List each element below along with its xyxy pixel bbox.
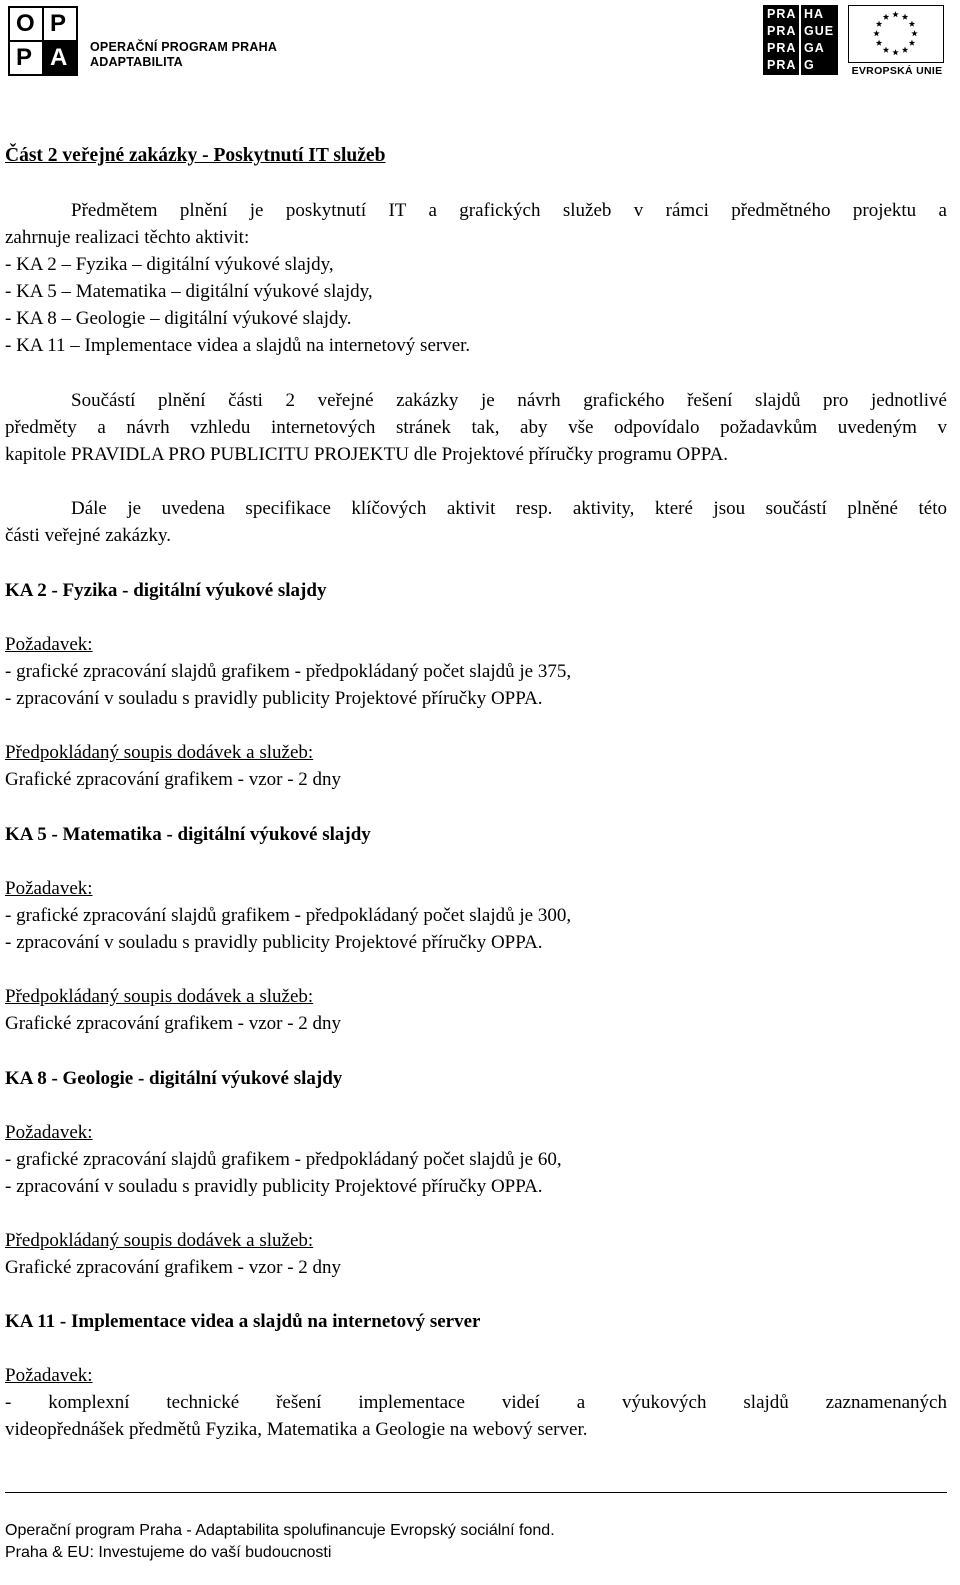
section-heading-ka2: KA 2 - Fyzika - digitální výukové slajdy — [5, 580, 327, 601]
part-line-2: předměty a návrh vzhledu internetových stránek tak, aby vše odpovídalo požadavkům uvedeným v — [5, 417, 947, 438]
oppa-letter-p2: P — [16, 44, 33, 71]
footer-line-1: Operační program Praha - Adaptabilita spolufinancuje Evropský sociální fond. — [5, 1522, 555, 1539]
requirement-line-ka2-2: - zpracování v souladu s pravidly publicity Projektové příručky OPPA. — [5, 688, 543, 709]
praha-row4-left: PRA — [767, 58, 797, 72]
intro-item-ka5: - KA 5 – Matematika – digitální výukové slajdy, — [5, 281, 373, 302]
part-line-1: Součástí plnění části 2 veřejné zakázky je návrh grafického řešení slajdů pro jednotlivé — [71, 390, 947, 411]
praha-row1-right: HA — [804, 7, 825, 21]
deliverables-text-ka8: Grafické zpracování grafikem - vzor - 2 dny — [5, 1257, 342, 1278]
requirement-line-ka11-1: - komplexní technické řešení implementace videí a výukových slajdů zaznamenaných — [5, 1392, 947, 1413]
eu-star-icon — [902, 14, 908, 20]
deliverables-label-ka2: Předpokládaný soupis dodávek a služeb: — [5, 742, 314, 763]
praha-row2-left: PRA — [767, 24, 797, 38]
eu-star-icon — [911, 30, 917, 36]
intro-line-2: zahrnuje realizaci těchto aktivit: — [5, 227, 250, 248]
requirement-line-ka8-2: - zpracování v souladu s pravidly publicity Projektové příručky OPPA. — [5, 1176, 543, 1197]
footer-line-2: Praha & EU: Investujeme do vaší budoucnosti — [5, 1544, 332, 1561]
praha-row1-left: PRA — [767, 7, 797, 21]
praha-logo — [763, 5, 838, 75]
eu-star-icon — [873, 30, 879, 36]
deliverables-text-ka5: Grafické zpracování grafikem - vzor - 2 dny — [5, 1013, 342, 1034]
spec-line-1: Dále je uvedena specifikace klíčových aktivit resp. aktivity, které jsou součástí plněné této — [71, 498, 947, 519]
eu-star-icon — [909, 21, 915, 27]
requirement-line-ka5-1: - grafické zpracování slajdů grafikem - předpokládaný počet slajdů je 300, — [5, 905, 572, 926]
requirement-label-ka8: Požadavek: — [5, 1122, 93, 1143]
eu-star-icon — [892, 49, 898, 55]
oppa-letter-o: O — [16, 10, 35, 37]
praha-row2-right: GUE — [804, 24, 835, 38]
requirement-line-ka11-2: videopřednášek předmětů Fyzika, Matematika a Geologie na webový server. — [5, 1419, 588, 1440]
intro-item-ka11: - KA 11 – Implementace videa a slajdů na internetový server. — [5, 335, 471, 356]
oppa-letter-a: A — [50, 44, 68, 71]
part-line-3: kapitole PRAVIDLA PRO PUBLICITU PROJEKTU dle Projektové příručky programu OPPA. — [5, 444, 729, 465]
spec-line-2: části veřejné zakázky. — [5, 525, 171, 546]
eu-flag-icon — [848, 5, 944, 63]
intro-line-1: Předmětem plnění je poskytnutí IT a grafických služeb v rámci předmětného projektu a — [71, 200, 947, 221]
eu-star-icon — [876, 21, 882, 27]
oppa-logo — [8, 6, 78, 76]
document-title: Část 2 veřejné zakázky - Poskytnutí IT služeb — [5, 145, 386, 166]
requirement-line-ka8-1: - grafické zpracování slajdů grafikem - předpokládaný počet slajdů je 60, — [5, 1149, 562, 1170]
deliverables-text-ka2: Grafické zpracování grafikem - vzor - 2 dny — [5, 769, 342, 790]
eu-label: EVROPSKÁ UNIE — [851, 65, 943, 77]
eu-stars-icon — [849, 6, 942, 61]
eu-star-icon — [909, 40, 915, 46]
requirement-line-ka2-1: - grafické zpracování slajdů grafikem - předpokládaný počet slajdů je 375, — [5, 661, 572, 682]
intro-item-ka2: - KA 2 – Fyzika – digitální výukové slajdy, — [5, 254, 334, 275]
eu-star-icon — [892, 11, 898, 17]
section-heading-ka8: KA 8 - Geologie - digitální výukové slajdy — [5, 1068, 343, 1089]
praha-row3-left: PRA — [767, 41, 797, 55]
praha-logo-divider — [799, 5, 801, 75]
oppa-letter-p1: P — [50, 10, 67, 37]
intro-item-ka8: - KA 8 – Geologie – digitální výukové slajdy. — [5, 308, 352, 329]
requirement-line-ka5-2: - zpracování v souladu s pravidly publicity Projektové příručky OPPA. — [5, 932, 543, 953]
section-heading-ka11: KA 11 - Implementace videa a slajdů na internetový server — [5, 1311, 481, 1332]
eu-star-icon — [902, 47, 908, 53]
eu-star-icon — [876, 40, 882, 46]
eu-star-icon — [883, 47, 889, 53]
praha-row3-right: GA — [804, 41, 825, 55]
requirement-label-ka5: Požadavek: — [5, 878, 93, 899]
oppa-program-name — [90, 40, 277, 70]
requirement-label-ka11: Požadavek: — [5, 1365, 93, 1386]
requirement-label-ka2: Požadavek: — [5, 634, 93, 655]
deliverables-label-ka8: Předpokládaný soupis dodávek a služeb: — [5, 1230, 314, 1251]
praha-row4-right: G — [804, 58, 815, 72]
section-heading-ka5: KA 5 - Matematika - digitální výukové slajdy — [5, 824, 371, 845]
deliverables-label-ka5: Předpokládaný soupis dodávek a služeb: — [5, 986, 314, 1007]
footer-divider — [5, 1492, 947, 1493]
oppa-name-line1: OPERAČNÍ PROGRAM PRAHA — [90, 40, 278, 54]
oppa-name-line2: ADAPTABILITA — [90, 55, 183, 69]
eu-star-icon — [883, 14, 889, 20]
